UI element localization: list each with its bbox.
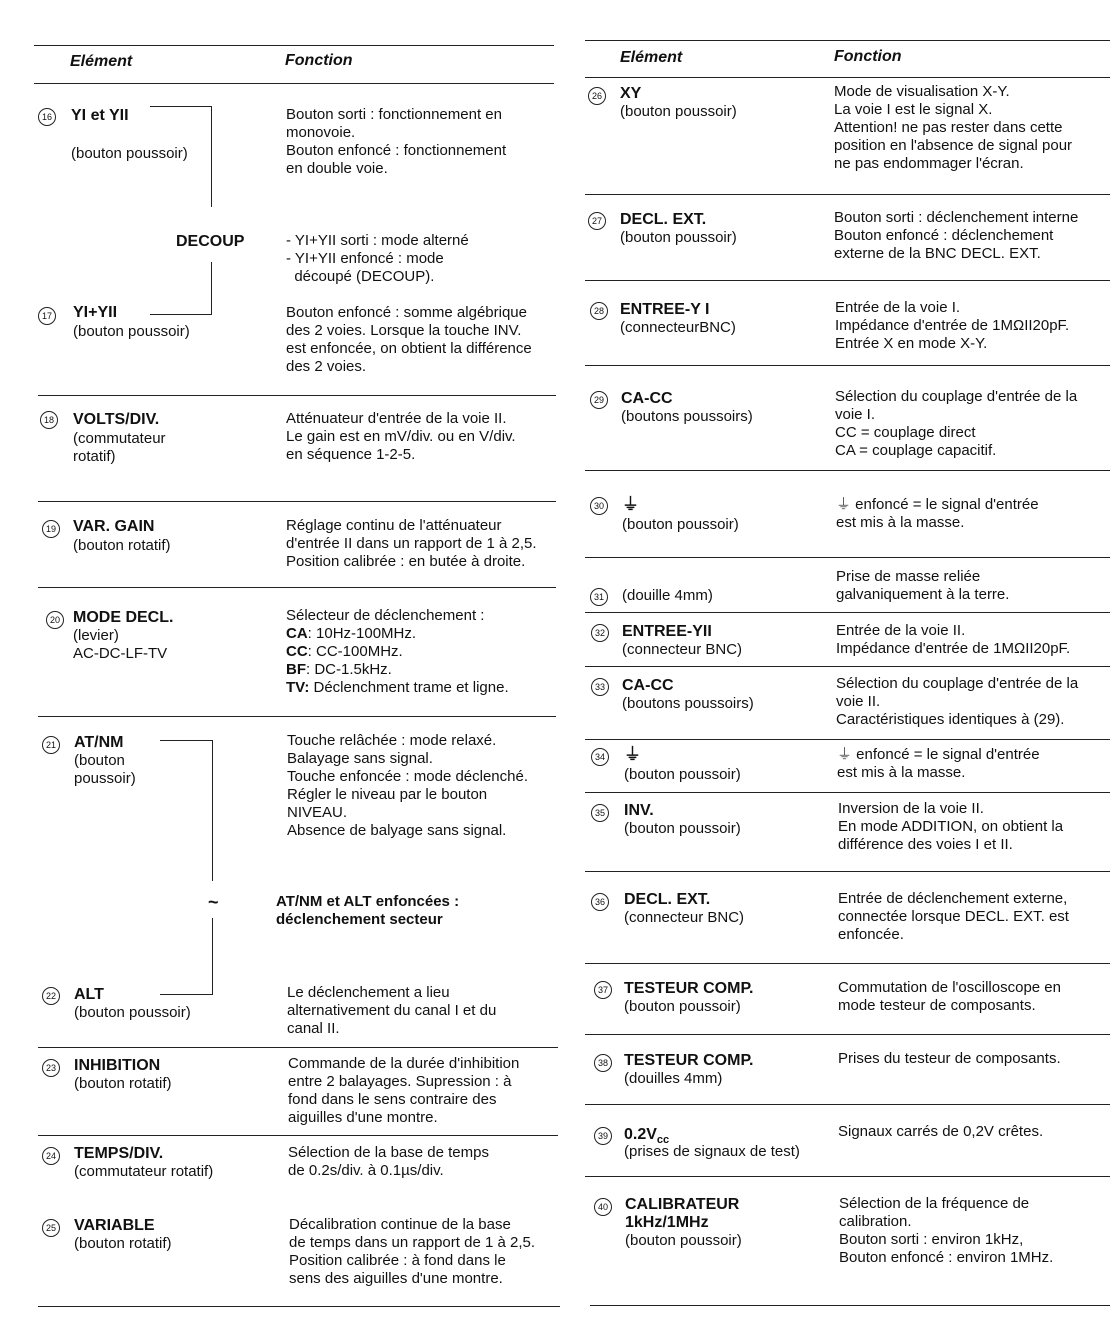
item-number: 34: [591, 748, 609, 766]
element-name: YI+YII: [73, 304, 118, 321]
element-type: (connecteur BNC): [624, 909, 745, 926]
row-divider: [38, 587, 556, 588]
function-text: Bouton sorti : fonctionnement en monovoie. Bouton enfoncé : fonctionnement en double voie.: [286, 106, 507, 177]
row-divider: [38, 1135, 558, 1136]
function-text: Commande de la durée d'inhibition entre 2 balayages. Supression : à fond dans le sens contraire des aiguilles d'une montre.: [288, 1055, 520, 1126]
row-divider: [38, 716, 556, 717]
element-type: (boutons poussoirs): [621, 408, 753, 425]
element-name: TEMPS/DIV.: [74, 1145, 164, 1162]
row-divider: [38, 1047, 558, 1048]
function-text: Entrée de la voie I. Impédance d'entrée de 1MΩII20pF. Entrée X en mode X-Y.: [835, 299, 1070, 352]
item-number: 17: [38, 307, 56, 325]
row-divider: [585, 792, 1110, 793]
row-divider: [585, 280, 1110, 281]
item-number: 29: [590, 391, 608, 409]
row-divider: [585, 739, 1110, 740]
function-text: Prise de masse reliée galvaniquement à la terre.: [836, 568, 1010, 603]
element-type: (commutateur rotatif): [74, 1163, 214, 1180]
item-number: 22: [42, 987, 60, 1005]
item-number: 26: [588, 87, 606, 105]
header-rule-top: [585, 40, 1110, 41]
element-name: DECL. EXT.: [624, 891, 711, 908]
row-divider: [585, 365, 1110, 366]
row-divider: [585, 1034, 1110, 1035]
header-rule-top: [34, 45, 554, 46]
row-divider: [585, 470, 1110, 471]
element-type: (bouton poussoir): [620, 103, 737, 120]
header-element: Elément: [620, 49, 683, 66]
function-text: ⏚ enfoncé = le signal d'entrée est mis à la masse.: [836, 496, 1039, 531]
element-type: (bouton poussoir): [71, 145, 188, 162]
element-name: VAR. GAIN: [73, 518, 155, 535]
header-fonction: Fonction: [834, 48, 902, 65]
element-type: (levier) AC-DC-LF-TV: [73, 627, 168, 662]
element-type: (bouton poussoir): [74, 1004, 191, 1021]
row-divider: [585, 1104, 1110, 1105]
element-name: $0.2V_{cc}$: [624, 1126, 670, 1147]
row-divider: [590, 1305, 1110, 1306]
element-type: (boutons poussoirs): [622, 695, 754, 712]
element-type: (bouton poussoir): [622, 516, 739, 533]
bracket-line: [150, 262, 212, 315]
row-divider: [585, 557, 1110, 558]
header-fonction: Fonction: [285, 52, 353, 69]
function-text: ⏚ enfoncé = le signal d'entrée est mis à la masse.: [837, 746, 1040, 781]
element-name: CA-CC: [622, 677, 674, 694]
function-text: - YI+YII sorti : mode alterné - YI+YII enfoncé : mode découpé (DECOUP).: [286, 232, 469, 285]
function-text: Prises du testeur de composants.: [838, 1050, 1061, 1067]
element-type: (douilles 4mm): [624, 1070, 723, 1087]
item-number: 32: [591, 624, 609, 642]
row-divider: [38, 1306, 560, 1307]
element-type: (bouton poussoir): [624, 766, 741, 783]
element-name: INHIBITION: [74, 1057, 161, 1074]
item-number: 25: [42, 1219, 60, 1237]
item-number: 39: [594, 1127, 612, 1145]
element-name: ENTREE-Y I: [620, 301, 710, 318]
bracket-line: [160, 918, 213, 995]
function-text: AT/NM et ALT enfoncées : déclenchement secteur: [276, 893, 460, 928]
row-divider: [38, 501, 556, 502]
item-number: 19: [42, 520, 60, 538]
element-name: XY: [620, 85, 642, 102]
element-name: VARIABLE: [74, 1217, 155, 1234]
header-rule-bottom: [34, 83, 554, 84]
function-text: Le déclenchement a lieu alternativement du canal I et du canal II.: [287, 984, 497, 1037]
function-text: Inversion de la voie II. En mode ADDITION, on obtient la différence des voies I et II.: [838, 800, 1064, 853]
item-number: 28: [590, 302, 608, 320]
function-text: Mode de visualisation X-Y. La voie I est le signal X. Attention! ne pas rester dans cette position en l'absence de signal pour ne pas endommager l'écran.: [834, 83, 1073, 172]
function-text: Sélection de la base de temps de 0.2s/div. à 0.1µs/div.: [288, 1144, 489, 1179]
function-text: Entrée de déclenchement externe, connectée lorsque DECL. EXT. est enfoncée.: [838, 890, 1069, 943]
element-name: AT/NM: [74, 734, 124, 751]
header-element: Elément: [70, 53, 133, 70]
header-rule-bottom: [585, 77, 1110, 78]
element-name: INV.: [624, 802, 654, 819]
element-name: MODE DECL.: [73, 609, 174, 626]
item-number: 27: [588, 212, 606, 230]
item-number: 33: [591, 678, 609, 696]
function-text: Commutation de l'oscilloscope en mode testeur de composants.: [838, 979, 1061, 1014]
element-type: (bouton poussoir): [625, 1232, 742, 1249]
function-text: Bouton sorti : déclenchement interne Bouton enfoncé : déclenchement externe de la BNC DECL. EXT.: [834, 209, 1079, 262]
element-name: ENTREE-YII: [622, 623, 712, 640]
row-divider: [585, 194, 1110, 195]
item-number: 21: [42, 736, 60, 754]
function-text: Sélection du couplage d'entrée de la voie I. CC = couplage direct CA = couplage capacitif.: [835, 388, 1078, 459]
row-divider: [585, 1176, 1110, 1177]
row-divider: [585, 612, 1110, 613]
element-type: (bouton poussoir): [73, 323, 190, 340]
item-number: 16: [38, 108, 56, 126]
function-text: Réglage continu de l'atténuateur d'entrée II dans un rapport de 1 à 2,5. Position calibrée : en butée à droite.: [286, 517, 537, 570]
item-number: 31: [590, 588, 608, 606]
item-number: 37: [594, 981, 612, 999]
element-type: (bouton rotatif): [73, 537, 171, 554]
element-type: (bouton poussoir): [624, 998, 741, 1015]
function-text: Signaux carrés de 0,2V crêtes.: [838, 1123, 1044, 1140]
ground-icon: ⏚: [624, 745, 641, 764]
item-number: 35: [591, 804, 609, 822]
element-type: (bouton poussoir): [74, 752, 136, 787]
element-name-line2: 1kHz/1MHz: [625, 1214, 709, 1231]
function-text: Sélecteur de déclenchement : CA: 10Hz-100MHz. CC: CC-100MHz. BF: DC-1.5kHz. TV: Déclenchment trame et ligne.: [286, 607, 509, 696]
element-name: ALT: [74, 986, 104, 1003]
element-name: TESTEUR COMP.: [624, 1052, 754, 1069]
row-divider: [585, 871, 1110, 872]
item-number: 23: [42, 1059, 60, 1077]
function-text: Touche relâchée : mode relaxé. Balayage sans signal. Touche enfoncée : mode déclenché. Régler le niveau par le bouton NIVEAU. Absence de balyage sans signal.: [287, 732, 529, 839]
function-text: Bouton enfoncé : somme algébrique des 2 voies. Lorsque la touche INV. est enfoncée, on obtient la différence des 2 voies.: [286, 304, 532, 375]
element-type: (connecteurBNC): [620, 319, 736, 336]
item-number: 30: [590, 497, 608, 515]
element-type: (bouton rotatif): [74, 1075, 172, 1092]
element-name: DECL. EXT.: [620, 211, 707, 228]
row-divider: [585, 666, 1110, 667]
bracket-line: [160, 740, 213, 881]
element-type: (bouton poussoir): [624, 820, 741, 837]
bracket-line: [150, 106, 212, 207]
element-name: VOLTS/DIV.: [73, 411, 160, 428]
function-text: Sélection du couplage d'entrée de la voie II. Caractéristiques identiques à (29).: [836, 675, 1079, 728]
tilde-symbol: ~: [208, 892, 219, 912]
ground-icon: ⏚: [622, 495, 639, 514]
function-text: Décalibration continue de la base de temps dans un rapport de 1 à 2,5. Position calibrée : à fond dans le sens des aiguilles d'une montre.: [289, 1216, 535, 1287]
element-type: (bouton rotatif): [74, 1235, 172, 1252]
decoup-label: DECOUP: [176, 233, 245, 250]
row-divider: [38, 395, 556, 396]
function-text: Atténuateur d'entrée de la voie II. Le gain est en mV/div. ou en V/div. en séquence 1-2-5.: [286, 410, 516, 463]
element-name: TESTEUR COMP.: [624, 980, 754, 997]
item-number: 24: [42, 1147, 60, 1165]
element-type: (prises de signaux de test): [624, 1143, 800, 1160]
element-name: CA-CC: [621, 390, 673, 407]
row-divider: [585, 963, 1110, 964]
item-number: 40: [594, 1198, 612, 1216]
function-text: Sélection de la fréquence de calibration. Bouton sorti : environ 1kHz, Bouton enfoncé : environ 1MHz.: [839, 1195, 1054, 1266]
item-number: 18: [40, 411, 58, 429]
function-text: Entrée de la voie II. Impédance d'entrée de 1MΩII20pF.: [836, 622, 1071, 657]
element-name: YI et YII: [71, 107, 129, 124]
element-type: (bouton poussoir): [620, 229, 737, 246]
item-number: 38: [594, 1054, 612, 1072]
element-name: CALIBRATEUR: [625, 1196, 740, 1213]
item-number: 36: [591, 893, 609, 911]
item-number: 20: [46, 611, 64, 629]
element-type: (commutateur rotatif): [73, 430, 166, 465]
element-type: (connecteur BNC): [622, 641, 743, 658]
element-type: (douille 4mm): [622, 587, 713, 604]
